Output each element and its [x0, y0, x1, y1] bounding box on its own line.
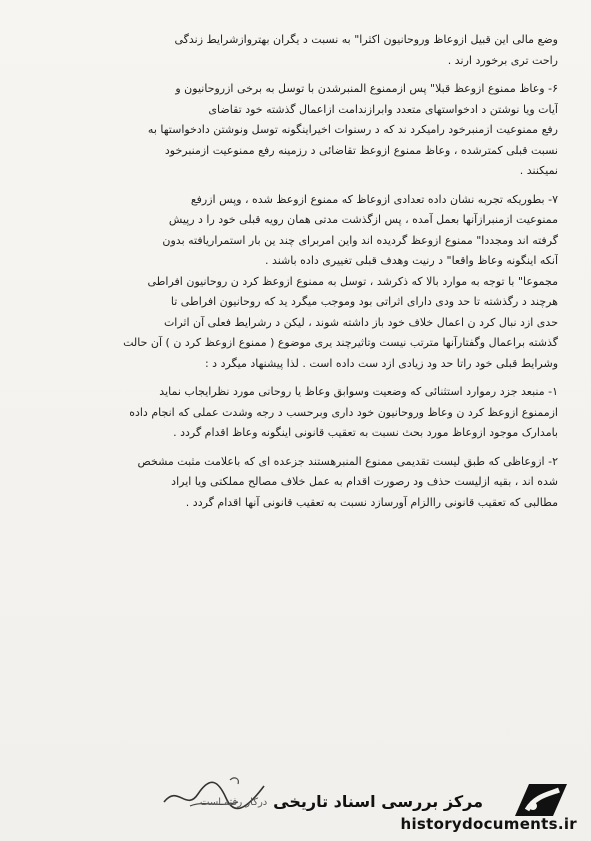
text-line: نمیکنند .	[519, 164, 558, 177]
document-body	[34, 30, 558, 513]
text-line: نسبت قبلی کمترشده ، وعاظ ممنوع ازوعظ تقاضائی د رزمینه رفع ممنوعیت ازمنبرخود	[164, 143, 558, 157]
text-line: آنکه اینگونه وعاظ واقعا" د رنیت وهدف قبلی تغییری داده باشند .	[264, 254, 558, 267]
text-line: ازممنوع ازوعظ کرد ن وعاظ وروحانیون خود داری وبرحسب د رجه وشدت عملی که انجام داده	[129, 405, 558, 419]
text-line: هرچند د رگذشته تا حد ودی دارای اثراتی بود وموجب میگرد ید که روحانیون افراطی تا	[170, 295, 558, 308]
text-line: وضع مالی این قبیل ازوعاظ وروحانیون اکثرا" به نسبت د یگران بهتروازشرایط زندگی	[174, 33, 558, 46]
text-line: ۶- وعاظ ممنوع ازوعظ قبلا" پس ازممنوع المنبرشدن با توسل به برخی ازروحانیون و	[175, 82, 558, 95]
text-line: راحت تری برخورد ارند .	[447, 53, 558, 67]
text-line: حدی ازد نبال کرد ن اعمال خلاف خود باز داشته شوند ، لیکن د رشرایط فعلی آن اثرات	[163, 315, 558, 329]
text-line: مطالبی که تعقیب قانونی راالزام آورسازد نسبت به تعقیب قانونی آنها اقدام گردد .	[185, 495, 558, 509]
text-line: شده اند ، بقیه ازلیست حذف ود رصورت اقدام به عمل خلاف مصالح مملکتی ویا ایراد	[171, 475, 558, 488]
website-url: historydocuments.ir	[400, 815, 577, 833]
text-line: آیات ویا نوشتن د ادخواستهای متعدد وابرازندامت ازاعمال گذشته خود تقاضای	[208, 102, 558, 116]
text-line: مجموعا" با توجه به موارد بالا که ذکرشد ، توسل به ممنوع ازوعظ کرد ن روحانیون افراطی	[147, 274, 558, 288]
handwritten-note: درکار رفته است	[200, 797, 268, 808]
text-line: گذشته براعمال وگفتارآنها مترتب نیست وتاثیرچند یری موضوع ( ممنوع ازوعظ کرد ن ) آن حالت	[123, 336, 558, 349]
text-line: ممنوعیت ازمنبرازآنها بعمل آمده ، پس ازگذشت مدتی همان رویه قبلی خود را د رپیش	[168, 213, 558, 226]
text-line: گرفته اند ومجددا" ممنوع ازوعظ گردیده اند واین امربرای چند ین بار استمراریافته بدون	[162, 233, 558, 247]
text-line: وشرایط قبلی خود راتا حد ود زیادی ازد ست داده است . لذا پیشنهاد میگرد د :	[204, 356, 558, 370]
text-line: ۱- منبعد جزد رموارد استثنائی که وضعیت وسوابق وعاظ یا روحانی مورد نظرایجاب نماید	[159, 385, 558, 398]
text-line: ۷- بطوریکه تجربه نشان داده تعدادی ازوعاظ که ممنوع ازوعظ شده ، وپس ازرفع	[190, 192, 558, 206]
handwritten-signature	[160, 772, 270, 816]
text-line: رفع ممنوعیت ازمنبرخود رامیکرد ند که د رسنوات اخیراینگونه توسل ونوشتن دادخواستها به	[147, 123, 558, 136]
text-line: ۲- ازوعاظی که طبق لیست تقدیمی ممنوع المنبرهستند جزعده ای که باعلامت مثبت مشخص	[137, 454, 558, 468]
archive-name: مرکز بررسی اسناد تاریخی	[273, 792, 483, 811]
text-line: بامدارک موجود ازوعاظ مورد بحث نسبت به تعقیب قانونی اینگونه وعاظ اقدام گردد .	[173, 426, 558, 439]
